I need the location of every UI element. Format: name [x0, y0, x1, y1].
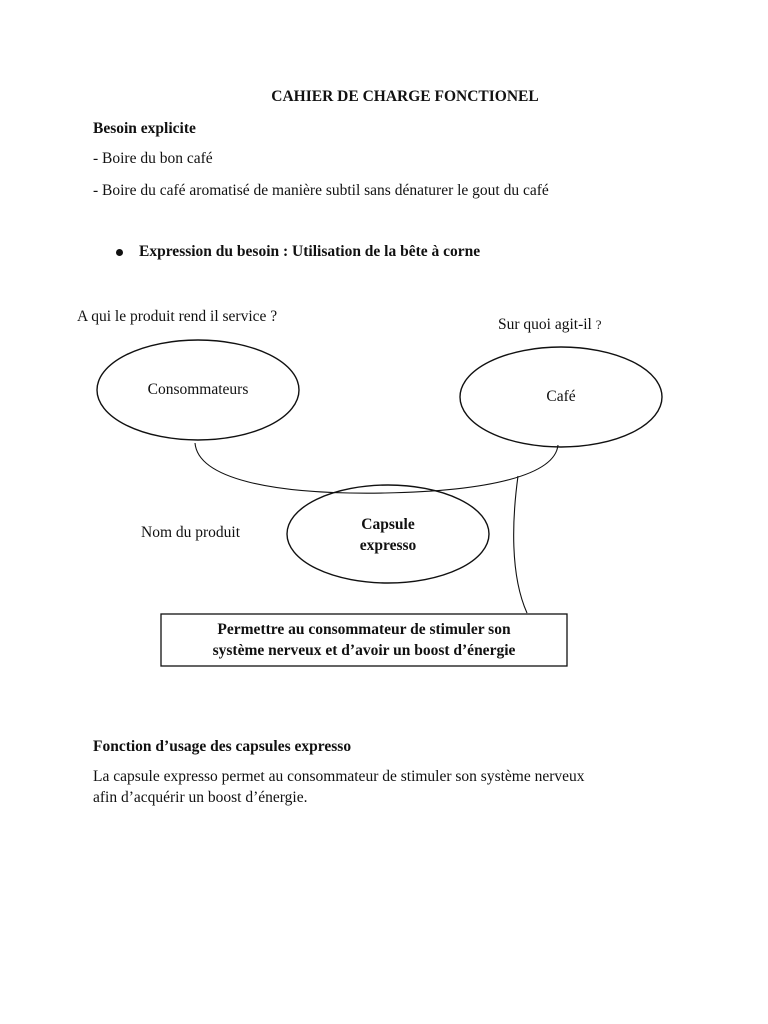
usage-function-line: La capsule expresso permet au consommateur de stimuler son système nerveux: [93, 768, 585, 785]
product-caption: Nom du produit: [141, 524, 241, 541]
user-node-label: Consommateurs: [147, 381, 249, 398]
main-function-line: système nerveux et d’avoir un boost d’énergie: [212, 642, 516, 659]
product-node-line: Capsule: [361, 516, 415, 533]
product-node-label: [288, 514, 488, 556]
usage-function-paragraph: [93, 766, 713, 808]
explicit-need-heading: Besoin explicite: [93, 120, 196, 137]
question-what-mark: ?: [595, 317, 602, 332]
product-node-line: expresso: [359, 537, 417, 554]
document-title: CAHIER DE CHARGE FONCTIONEL: [271, 88, 539, 105]
usage-function-heading: Fonction d’usage des capsules expresso: [93, 738, 352, 755]
question-who: A qui le produit rend il service ?: [77, 308, 278, 325]
main-function-text: [161, 619, 567, 661]
function-connector: [514, 476, 527, 613]
explicit-need-item: - Boire du café aromatisé de manière subtil sans dénaturer le gout du café: [93, 182, 549, 199]
usage-function-line: afin d’acquérir un boost d’énergie.: [93, 789, 308, 806]
need-expression-label: Expression du besoin : Utilisation de la bête à corne: [139, 243, 481, 260]
question-what-text: Sur quoi agit-il: [498, 316, 592, 333]
main-function-line: Permettre au consommateur de stimuler son: [217, 621, 511, 638]
matter-node-label: Café: [546, 388, 576, 405]
explicit-need-item: - Boire du bon café: [93, 150, 213, 167]
